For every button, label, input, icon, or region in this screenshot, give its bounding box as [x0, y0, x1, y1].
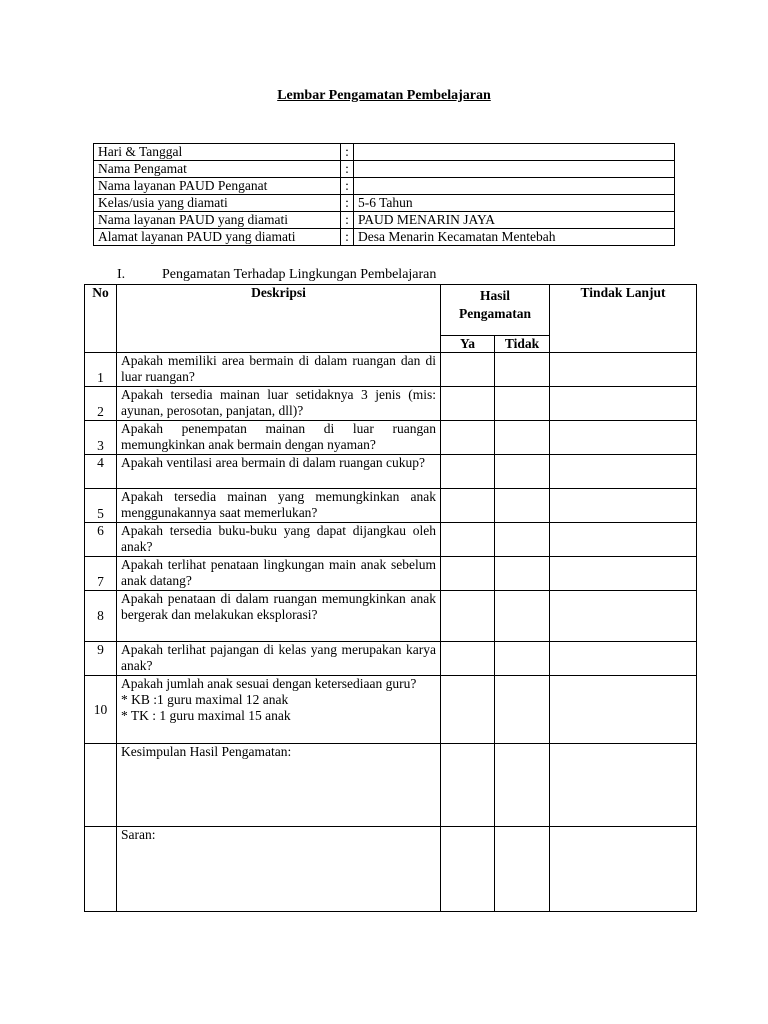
header-tidak: Tidak — [495, 336, 550, 353]
cell-ya — [441, 676, 495, 744]
cell-tindak-lanjut — [550, 642, 697, 676]
cell-ya — [441, 744, 495, 827]
table-row — [85, 387, 697, 421]
info-row — [94, 144, 675, 161]
cell-ya — [441, 642, 495, 676]
cell-ya — [441, 557, 495, 591]
row-description: Apakah ventilasi area bermain di dalam ruangan cukup? — [117, 455, 441, 489]
cell-tindak-lanjut — [550, 557, 697, 591]
info-label: Kelas/usia yang diamati — [94, 195, 341, 212]
row-number: 6 — [85, 523, 117, 557]
info-separator: : — [341, 178, 354, 195]
info-label: Nama layanan PAUD yang diamati — [94, 212, 341, 229]
cell-ya — [441, 353, 495, 387]
cell-ya — [441, 421, 495, 455]
info-value: PAUD MENARIN JAYA — [354, 212, 675, 229]
info-row — [94, 195, 675, 212]
cell-tidak — [495, 557, 550, 591]
kesimpulan-row — [85, 744, 697, 827]
info-separator: : — [341, 195, 354, 212]
cell-tindak-lanjut — [550, 387, 697, 421]
cell-empty — [85, 827, 117, 912]
cell-tindak-lanjut — [550, 827, 697, 912]
section-number: I. — [117, 267, 126, 282]
cell-tidak — [495, 455, 550, 489]
table-row — [85, 455, 697, 489]
row-number: 7 — [85, 557, 117, 591]
table-row — [85, 523, 697, 557]
header-hasil-pengamatan: Hasil Pengamatan — [441, 285, 550, 336]
table-row — [85, 557, 697, 591]
info-label: Nama Pengamat — [94, 161, 341, 178]
row-number: 9 — [85, 642, 117, 676]
cell-ya — [441, 489, 495, 523]
row-description — [117, 676, 441, 744]
cell-tindak-lanjut — [550, 421, 697, 455]
cell-tindak-lanjut — [550, 489, 697, 523]
section-title: Pengamatan Terhadap Lingkungan Pembelajaran — [162, 267, 437, 282]
table-row — [85, 591, 697, 642]
info-table — [93, 143, 675, 246]
cell-tindak-lanjut — [550, 591, 697, 642]
cell-empty — [85, 744, 117, 827]
cell-ya — [441, 827, 495, 912]
info-separator: : — [341, 229, 354, 246]
info-value: Desa Menarin Kecamatan Mentebah — [354, 229, 675, 246]
info-separator: : — [341, 161, 354, 178]
info-row — [94, 229, 675, 246]
cell-tidak — [495, 387, 550, 421]
saran-row — [85, 827, 697, 912]
table-row — [85, 421, 697, 455]
row-description: Apakah terlihat pajangan di kelas yang merupakan karya anak? — [117, 642, 441, 676]
row-description-text: Apakah jumlah anak sesuai dengan ketersediaan guru? — [121, 676, 417, 691]
cell-tindak-lanjut — [550, 455, 697, 489]
saran-label: Saran: — [117, 827, 441, 912]
info-label: Alamat layanan PAUD yang diamati — [94, 229, 341, 246]
cell-ya — [441, 455, 495, 489]
row-description: Apakah tersedia mainan luar setidaknya 3 jenis (mis: ayunan, perosotan, panjatan, dll)? — [117, 387, 441, 421]
table-row — [85, 353, 697, 387]
info-value: 5-6 Tahun — [354, 195, 675, 212]
table-row — [85, 676, 697, 744]
row-number: 5 — [85, 489, 117, 523]
header-tindak-lanjut: Tindak Lanjut — [550, 285, 697, 353]
row-description: Apakah terlihat penataan lingkungan main anak sebelum anak datang? — [117, 557, 441, 591]
info-row — [94, 212, 675, 229]
info-row — [94, 161, 675, 178]
cell-tidak — [495, 421, 550, 455]
kesimpulan-label: Kesimpulan Hasil Pengamatan: — [117, 744, 441, 827]
cell-tidak — [495, 642, 550, 676]
info-label: Hari & Tanggal — [94, 144, 341, 161]
row-number: 3 — [85, 421, 117, 455]
cell-tidak — [495, 744, 550, 827]
cell-ya — [441, 387, 495, 421]
info-separator: : — [341, 144, 354, 161]
observation-table — [84, 284, 697, 912]
row-number: 8 — [85, 591, 117, 642]
cell-tidak — [495, 523, 550, 557]
table-row — [85, 642, 697, 676]
info-value — [354, 161, 675, 178]
header-ya: Ya — [441, 336, 495, 353]
info-separator: : — [341, 212, 354, 229]
header-row — [85, 285, 697, 336]
info-value — [354, 144, 675, 161]
row-description: Apakah memiliki area bermain di dalam ruangan dan di luar ruangan? — [117, 353, 441, 387]
table-row — [85, 489, 697, 523]
info-row — [94, 178, 675, 195]
row-number: 4 — [85, 455, 117, 489]
cell-tindak-lanjut — [550, 744, 697, 827]
info-label: Nama layanan PAUD Penganat — [94, 178, 341, 195]
cell-tidak — [495, 676, 550, 744]
row-note: * TK : 1 guru maximal 15 anak — [121, 708, 291, 723]
row-number: 2 — [85, 387, 117, 421]
info-value — [354, 178, 675, 195]
page-title: Lembar Pengamatan Pembelajaran — [277, 88, 491, 103]
cell-ya — [441, 591, 495, 642]
cell-tindak-lanjut — [550, 676, 697, 744]
cell-ya — [441, 523, 495, 557]
cell-tidak — [495, 353, 550, 387]
cell-tidak — [495, 827, 550, 912]
cell-tindak-lanjut — [550, 523, 697, 557]
cell-tidak — [495, 489, 550, 523]
row-number: 10 — [85, 676, 117, 744]
row-description: Apakah tersedia buku-buku yang dapat dijangkau oleh anak? — [117, 523, 441, 557]
section-heading — [117, 267, 436, 283]
row-description: Apakah tersedia mainan yang memungkinkan anak menggunakannya saat memerlukan? — [117, 489, 441, 523]
header-deskripsi: Deskripsi — [117, 285, 441, 353]
header-no: No — [85, 285, 117, 353]
row-description: Apakah penempatan mainan di luar ruangan memungkinkan anak bermain dengan nyaman? — [117, 421, 441, 455]
cell-tindak-lanjut — [550, 353, 697, 387]
row-number: 1 — [85, 353, 117, 387]
row-note: * KB :1 guru maximal 12 anak — [121, 692, 289, 707]
row-description: Apakah penataan di dalam ruangan memungkinkan anak bergerak dan melakukan eksplorasi? — [117, 591, 441, 642]
cell-tidak — [495, 591, 550, 642]
